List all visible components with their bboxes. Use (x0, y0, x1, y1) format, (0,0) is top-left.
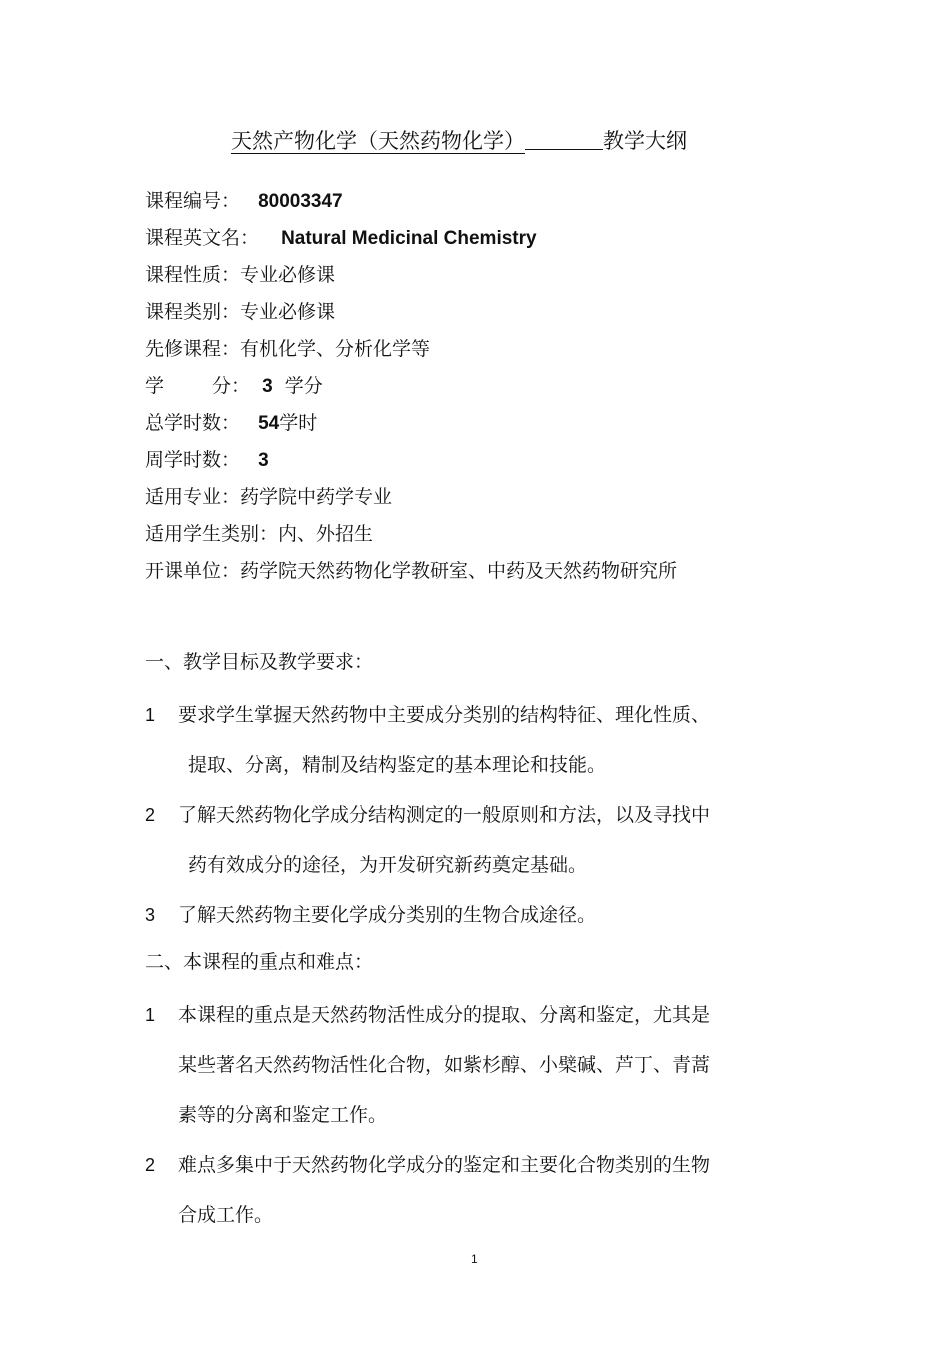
info-value: 专业必修课 (240, 301, 336, 323)
info-applicable-major (145, 479, 805, 516)
info-credits (145, 368, 805, 405)
item-number: 1 (145, 1005, 156, 1025)
info-value: 有机化学、分析化学等 (240, 338, 431, 360)
info-student-type (145, 516, 805, 553)
item-number: 2 (145, 1155, 156, 1175)
item-line: 要求学生掌握天然药物中主要成分类别的结构特征、理化性质、 (178, 704, 711, 726)
item-number: 1 (145, 705, 156, 725)
info-course-category (145, 294, 805, 331)
page-number: 1 (471, 1252, 478, 1266)
info-value: 专业必修课 (240, 264, 336, 286)
info-total-hours (145, 405, 805, 442)
info-value: Natural Medicinal Chemistry (281, 228, 537, 249)
document-title (231, 126, 687, 156)
list-item (145, 790, 770, 890)
info-label: 课程英文名： (145, 227, 260, 249)
info-value: 80003347 (258, 191, 343, 212)
info-english-name (145, 220, 805, 257)
item-line: 素等的分离和鉴定工作。 (178, 1104, 388, 1126)
info-course-nature (145, 257, 805, 294)
section-heading: 一、教学目标及教学要求： (145, 651, 374, 673)
info-label: 适用学生类别： (145, 523, 279, 545)
course-info (145, 183, 805, 590)
info-value-unit: 学时 (279, 412, 318, 434)
info-value-number: 54 (258, 413, 280, 434)
info-value-number: 3 (262, 376, 273, 397)
info-label: 课程编号： (145, 190, 241, 212)
list-item (145, 690, 770, 790)
info-label: 先修课程： (145, 338, 241, 360)
info-label: 课程性质： (145, 264, 241, 286)
title-underline-gap (525, 127, 603, 150)
title-main: 天然产物化学（天然药物化学） (231, 129, 525, 153)
item-line: 了解天然药物主要化学成分类别的生物合成途径。 (178, 904, 597, 926)
item-line: 难点多集中于天然药物化学成分的鉴定和主要化合物类别的生物 (178, 1154, 711, 1176)
item-line: 某些著名天然药物活性化合物，如紫杉醇、小檗碱、芦丁、青蒿 (178, 1054, 711, 1076)
section-heading: 二、本课程的重点和难点： (145, 951, 374, 973)
item-line: 提取、分离，精制及结构鉴定的基本理论和技能。 (188, 754, 607, 776)
info-label: 课程类别： (145, 301, 241, 323)
info-weekly-hours (145, 442, 805, 479)
list-item (145, 890, 770, 940)
info-label: 开课单位： (145, 560, 241, 582)
info-label: 周学时数： (145, 449, 241, 471)
info-value: 内、外招生 (278, 523, 374, 545)
info-label (145, 368, 250, 405)
item-line: 本课程的重点是天然药物活性成分的提取、分离和鉴定，尤其是 (178, 1004, 711, 1026)
item-number: 3 (145, 905, 156, 925)
info-label: 适用专业： (145, 486, 241, 508)
item-line: 药有效成分的途径，为开发研究新药奠定基础。 (188, 854, 588, 876)
info-value: 药学院中药学专业 (240, 486, 393, 508)
info-value: 药学院天然药物化学教研室、中药及天然药物研究所 (240, 560, 678, 582)
info-label-part: 分： (212, 375, 251, 397)
item-line: 了解天然药物化学成分结构测定的一般原则和方法，以及寻找中 (178, 804, 711, 826)
info-value-unit: 学分 (284, 375, 323, 397)
list-item (145, 990, 770, 1140)
info-prerequisites (145, 331, 805, 368)
item-line: 合成工作。 (178, 1204, 274, 1226)
info-label-part: 学 (145, 375, 165, 397)
info-course-code (145, 183, 805, 220)
info-label: 总学时数： (145, 412, 241, 434)
title-suffix: 教学大纲 (603, 129, 687, 153)
info-department (145, 553, 805, 590)
syllabus-sections (145, 640, 770, 1240)
list-item (145, 1140, 770, 1240)
info-value: 3 (258, 450, 269, 471)
item-number: 2 (145, 805, 156, 825)
